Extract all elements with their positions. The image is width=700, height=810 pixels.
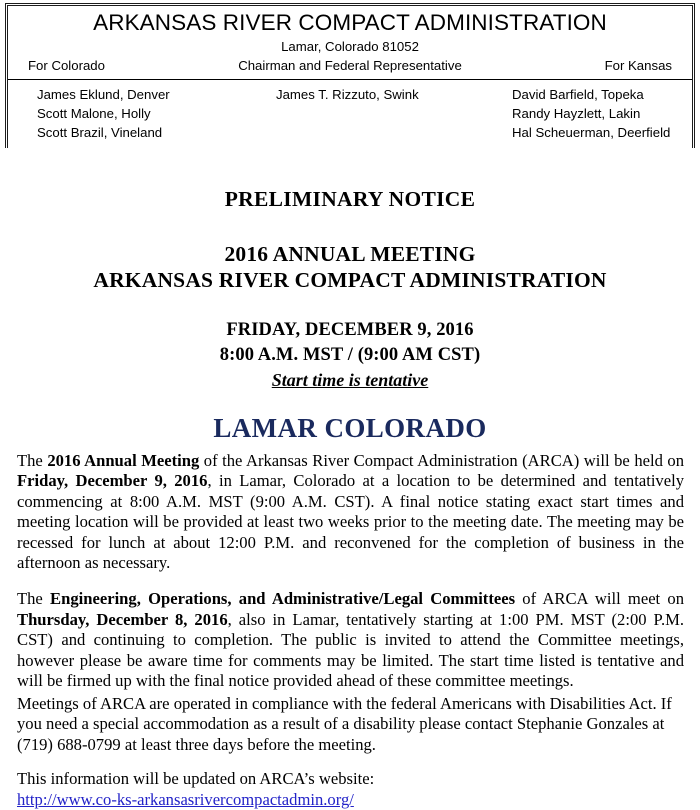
p1-text-2: of the Arkansas River Compact Administration (ARCA) will be held on [199, 451, 684, 470]
meeting-title-line-2: ARKANSAS RIVER COMPACT ADMINISTRATION [93, 267, 607, 292]
spacer [0, 212, 700, 241]
tentative-start-note: Start time is tentative [271, 369, 429, 390]
role-label-colorado: For Colorado [28, 57, 105, 73]
letterhead-box [5, 3, 695, 148]
role-label-kansas: For Kansas [604, 57, 672, 73]
spacer [0, 293, 700, 318]
meeting-title-line-1: 2016 ANNUAL MEETING [224, 241, 476, 266]
p2-bold-date: Thursday, December 8, 2016 [17, 609, 228, 629]
meeting-location: LAMAR COLORADO [213, 412, 487, 443]
spacer [0, 393, 700, 414]
list-item: James T. Rizzuto, Swink [276, 86, 419, 102]
list-item: Scott Malone, Holly [37, 105, 151, 121]
notice-title-block [0, 188, 700, 443]
organization-title: ARKANSAS RIVER COMPACT ADMINISTRATION [93, 10, 607, 35]
letterhead-upper [8, 6, 692, 80]
list-item: James Eklund, Denver [37, 86, 170, 102]
list-item: Scott Brazil, Vineland [37, 124, 163, 140]
p1-bold-meeting: 2016 Annual Meeting [47, 451, 200, 470]
members-column-chairman [276, 85, 419, 104]
p1-text-3: , in Lamar, Colorado at a location to be determined and tentatively commencing at 8:00 A.M. MST (9:00 A.M. CST). A final notice stating exact start times and meeting location will be provided at least two weeks prior to the meeting date. The meeting may be recessed for lunch at about 12:00 P.M. and reconvened for the completion of business in the afternoon as necessary. [17, 471, 684, 573]
meeting-date: FRIDAY, DECEMBER 9, 2016 [226, 319, 474, 340]
p2-bold-committees: Engineering, Operations, and Administrative/Legal Committees [50, 589, 516, 609]
p2-text-1: The [17, 589, 51, 609]
list-item: David Barfield, Topeka [512, 86, 644, 102]
members-column-colorado [37, 85, 170, 142]
list-item: Randy Hayzlett, Lakin [512, 105, 641, 121]
page-title: PRELIMINARY NOTICE [224, 187, 476, 211]
letterhead-members [8, 80, 692, 147]
notice-footer [17, 694, 684, 810]
list-item: Hal Scheuerman, Deerfield [512, 124, 671, 140]
notice-body [17, 451, 684, 691]
p1-bold-date: Friday, December 9, 2016 [17, 471, 208, 491]
p1-text-1: The [17, 451, 48, 470]
arca-website-link[interactable]: http://www.co-ks-arkansasrivercompactadmin.org/ [17, 789, 354, 809]
spacer [17, 755, 684, 769]
members-column-kansas [512, 85, 670, 142]
paragraph-committees [17, 589, 684, 691]
p2-text-3: , also in Lamar, tentatively starting at 1:00 PM. MST (2:00 P.M. CST) and continuing to completion. The public is invited to attend the Committee meetings, however please be aware time for comments may be limited. The start time listed is tentative and will be firmed up with the final notice provided ahead of these committee meetings. [17, 609, 684, 691]
meeting-time: 8:00 A.M. MST / (9:00 AM CST) [219, 344, 481, 365]
role-header-row [18, 57, 682, 79]
paragraph-annual-meeting [17, 451, 684, 573]
paragraph-ada-accommodation: Meetings of ARCA are operated in compliance with the federal Americans with Disabilities Act. If you need a special accommodation as a result of a disability please contact Stephanie Gonzales at (719) 688-0799 at least three days before the meeting. [17, 694, 672, 754]
organization-city-line: Lamar, Colorado 81052 [281, 39, 419, 55]
website-intro-text: This information will be updated on ARCA’s website: [17, 769, 375, 789]
p2-text-2: of ARCA will meet on [515, 589, 684, 609]
role-label-chairman: Chairman and Federal Representative [238, 57, 462, 73]
